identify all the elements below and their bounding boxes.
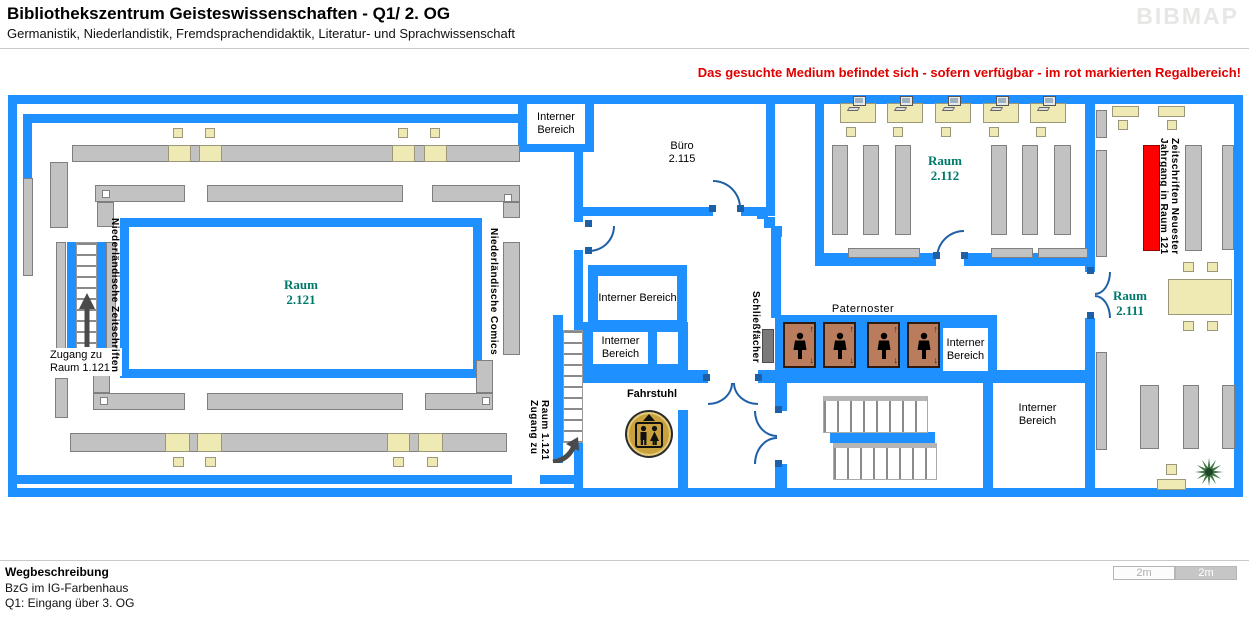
red-notice: Das gesuchte Medium befindet sich - sofern verfügbar - im rot markierten Regalbereich! <box>697 65 1241 80</box>
footer-line2: Q1: Eingang über 3. OG <box>5 596 135 610</box>
shelf <box>503 202 520 218</box>
room-name: Raum <box>928 153 962 169</box>
chair <box>989 127 999 137</box>
scale-bar-left: 2m <box>1113 566 1175 580</box>
desk <box>199 145 222 162</box>
person-icon <box>915 332 933 360</box>
shelf-gap <box>482 397 490 405</box>
chair <box>1166 464 1177 475</box>
nl-zeitschriften-label: Niederländische Zeitschriften <box>109 218 120 373</box>
room-number: 2.111 <box>1116 303 1144 318</box>
schliessfaecher-label: Schließfächer <box>750 291 761 364</box>
shelf <box>832 145 848 235</box>
zugang-center-line1: Zugang zu <box>528 400 539 455</box>
shelf <box>1222 145 1234 250</box>
shelf <box>1183 385 1199 449</box>
header-divider <box>0 48 1249 49</box>
wall-segment <box>97 242 106 352</box>
computer-icon <box>895 96 915 113</box>
paternoster-cabin <box>907 322 940 368</box>
bibmap-logo: BIBMAP <box>1136 3 1239 29</box>
room-label-2121 <box>270 276 332 310</box>
shelf <box>1222 385 1235 449</box>
desk <box>165 433 190 452</box>
area-interner-bereich-big: Interner Bereich <box>1018 402 1057 427</box>
chair <box>205 457 216 467</box>
door-arc <box>589 226 615 252</box>
room-number: 2.112 <box>930 168 960 183</box>
screen <box>950 98 958 103</box>
door-hinge <box>585 220 592 227</box>
shelf <box>848 248 920 258</box>
computer-icon <box>943 96 963 113</box>
wall-segment <box>8 488 1243 497</box>
screen <box>855 98 863 103</box>
area-interner-bereich-paternoster: Interner Bereich <box>943 328 988 371</box>
up-arrow-icon: ↑ <box>849 324 854 334</box>
door-hinge <box>703 374 710 381</box>
desk <box>1168 279 1232 315</box>
locker <box>762 329 774 363</box>
chair <box>427 457 438 467</box>
desk <box>168 145 191 162</box>
footer-heading: Wegbeschreibung <box>5 565 109 579</box>
wall-segment <box>8 475 512 484</box>
down-arrow-icon: ↓ <box>933 355 938 365</box>
paternoster-cabin <box>783 322 816 368</box>
chair <box>1207 321 1218 331</box>
desk <box>392 145 415 162</box>
shelf <box>1096 352 1107 450</box>
shelf <box>1140 385 1159 449</box>
paternoster-cabin <box>823 322 856 368</box>
stairwell-upper-flight <box>823 396 928 433</box>
wall-segment <box>1085 95 1095 272</box>
zugang-1121-label: Zugang zu Raum 1.121 <box>50 348 122 376</box>
wall-segment <box>771 235 781 318</box>
wall-segment <box>583 207 713 216</box>
chair <box>1167 120 1177 130</box>
room-name: Raum <box>1113 288 1147 304</box>
chair <box>1183 262 1194 272</box>
desk <box>1157 479 1186 490</box>
chair <box>941 127 951 137</box>
area-interner-bereich-top: Interner Bereich <box>527 104 585 144</box>
shelf <box>1096 150 1107 257</box>
shelf <box>72 145 520 162</box>
screen <box>998 98 1006 103</box>
shelf-gap <box>100 397 108 405</box>
scale-bar-right: 2m <box>1175 566 1237 580</box>
shelf <box>1038 248 1088 258</box>
chair <box>205 128 215 138</box>
chair <box>430 128 440 138</box>
room-number: 2.115 <box>668 153 696 165</box>
wall-segment <box>830 432 935 443</box>
door-hinge <box>933 252 940 259</box>
person-icon <box>791 332 809 360</box>
zugang-center-line2: Raum 1.121 <box>539 400 550 461</box>
chair <box>1118 120 1128 130</box>
shelf <box>1054 145 1071 235</box>
wall-segment <box>23 114 583 123</box>
chair <box>1036 127 1046 137</box>
wall-segment <box>23 114 32 178</box>
wall-segment <box>1234 95 1243 497</box>
chair <box>173 457 184 467</box>
person-icon <box>875 332 893 360</box>
room-label-2112 <box>912 152 978 186</box>
screen <box>1045 98 1053 103</box>
paternoster-label: Paternoster <box>831 303 895 316</box>
up-arrow-icon: ↑ <box>809 324 814 334</box>
wall-segment <box>815 104 824 266</box>
fahrstuhl-label: Fahrstuhl <box>626 388 678 401</box>
shelf-gap <box>102 190 110 198</box>
shelf-gap <box>504 194 512 202</box>
nl-comics-label: Niederländische Comics <box>488 228 499 356</box>
down-arrow-icon: ↓ <box>849 355 854 365</box>
down-arrow-icon: ↓ <box>893 355 898 365</box>
wall-segment <box>766 104 775 216</box>
page-title: Bibliothekszentrum Geisteswissenschaften - Q1/ 2. OG <box>7 4 451 23</box>
chair <box>398 128 408 138</box>
desk <box>418 433 443 452</box>
shelf <box>895 145 911 235</box>
shelf <box>476 360 493 393</box>
desk <box>1112 106 1139 117</box>
computer-icon <box>991 96 1011 113</box>
screen <box>902 98 910 103</box>
stairwell-lower-flight <box>833 443 937 480</box>
wall-segment <box>983 383 993 488</box>
shelf <box>1096 110 1107 138</box>
up-arrow-icon: ↑ <box>933 324 938 334</box>
chair <box>893 127 903 137</box>
room-label-buero <box>650 138 714 168</box>
wall-segment <box>775 464 787 497</box>
wall-segment <box>67 242 76 352</box>
wall-segment <box>678 410 688 488</box>
wall-segment <box>1085 318 1095 497</box>
wall-segment <box>8 95 17 497</box>
paternoster-cabin <box>867 322 900 368</box>
shelf <box>991 145 1007 235</box>
door-arc <box>733 383 758 405</box>
up-arrow-icon <box>79 293 95 349</box>
room-label-2111 <box>1098 287 1162 321</box>
shelf <box>56 242 66 352</box>
shelf <box>1022 145 1038 235</box>
desk <box>387 433 410 452</box>
footer-line1: BzG im IG-Farbenhaus <box>5 581 129 595</box>
area-interner-bereich-b: Interner Bereich <box>593 332 648 364</box>
curved-arrow-icon <box>550 437 582 463</box>
door-hinge <box>737 205 744 212</box>
keyboard <box>847 107 860 111</box>
computer-icon <box>1038 96 1058 113</box>
shelf <box>55 378 68 418</box>
center-stairs <box>563 330 583 443</box>
door-hinge <box>961 252 968 259</box>
up-arrow-icon: ↑ <box>893 324 898 334</box>
door-arc <box>754 411 777 437</box>
door-hinge <box>755 374 762 381</box>
door-hinge <box>1087 312 1094 319</box>
marked-shelf-label <box>1158 138 1180 260</box>
elevator-badge-icon <box>624 409 674 459</box>
door-arc <box>754 437 777 464</box>
door-hinge <box>1087 267 1094 274</box>
shelf <box>207 393 403 410</box>
computer-icon <box>848 96 868 113</box>
plant-icon <box>1193 456 1225 488</box>
door-hinge <box>775 406 782 413</box>
zugang-center-label <box>528 400 550 470</box>
keyboard <box>1037 107 1050 111</box>
down-arrow-icon: ↓ <box>809 355 814 365</box>
chair <box>173 128 183 138</box>
desk <box>424 145 447 162</box>
marked-shelf-line1: Zeitschriften Neuester <box>1169 138 1180 255</box>
marked-shelf-line2: Jahrgang in Raum 121 <box>1158 138 1169 255</box>
page-subtitle: Germanistik, Niederlandistik, Fremdsprachendidaktik, Literatur- und Sprachwissenschaft <box>7 26 515 41</box>
chair <box>1207 262 1218 272</box>
desk <box>197 433 222 452</box>
room-number: 2.121 <box>286 292 316 307</box>
footer-divider <box>0 560 1249 561</box>
keyboard <box>990 107 1003 111</box>
room-name: Büro <box>670 140 694 153</box>
door-arc <box>708 383 733 405</box>
shelf <box>207 185 403 202</box>
door-hinge <box>775 460 782 467</box>
door-arc <box>936 230 964 258</box>
door-hinge <box>709 205 716 212</box>
person-icon <box>831 332 849 360</box>
shelf <box>503 242 520 355</box>
chair <box>846 127 856 137</box>
area-interner-bereich-a: Interner Bereich <box>598 276 677 320</box>
room-interior <box>657 332 678 364</box>
shelf <box>991 248 1033 258</box>
shelf <box>50 162 68 228</box>
door-hinge <box>585 247 592 254</box>
wall-segment <box>583 370 708 383</box>
chair <box>1183 321 1194 331</box>
shelf <box>863 145 879 235</box>
door-arc <box>713 180 741 208</box>
shelf <box>1185 145 1202 251</box>
desk <box>1158 106 1185 117</box>
keyboard <box>894 107 907 111</box>
shelf <box>23 178 33 276</box>
chair <box>393 457 404 467</box>
room-name: Raum <box>284 277 318 293</box>
keyboard <box>942 107 955 111</box>
